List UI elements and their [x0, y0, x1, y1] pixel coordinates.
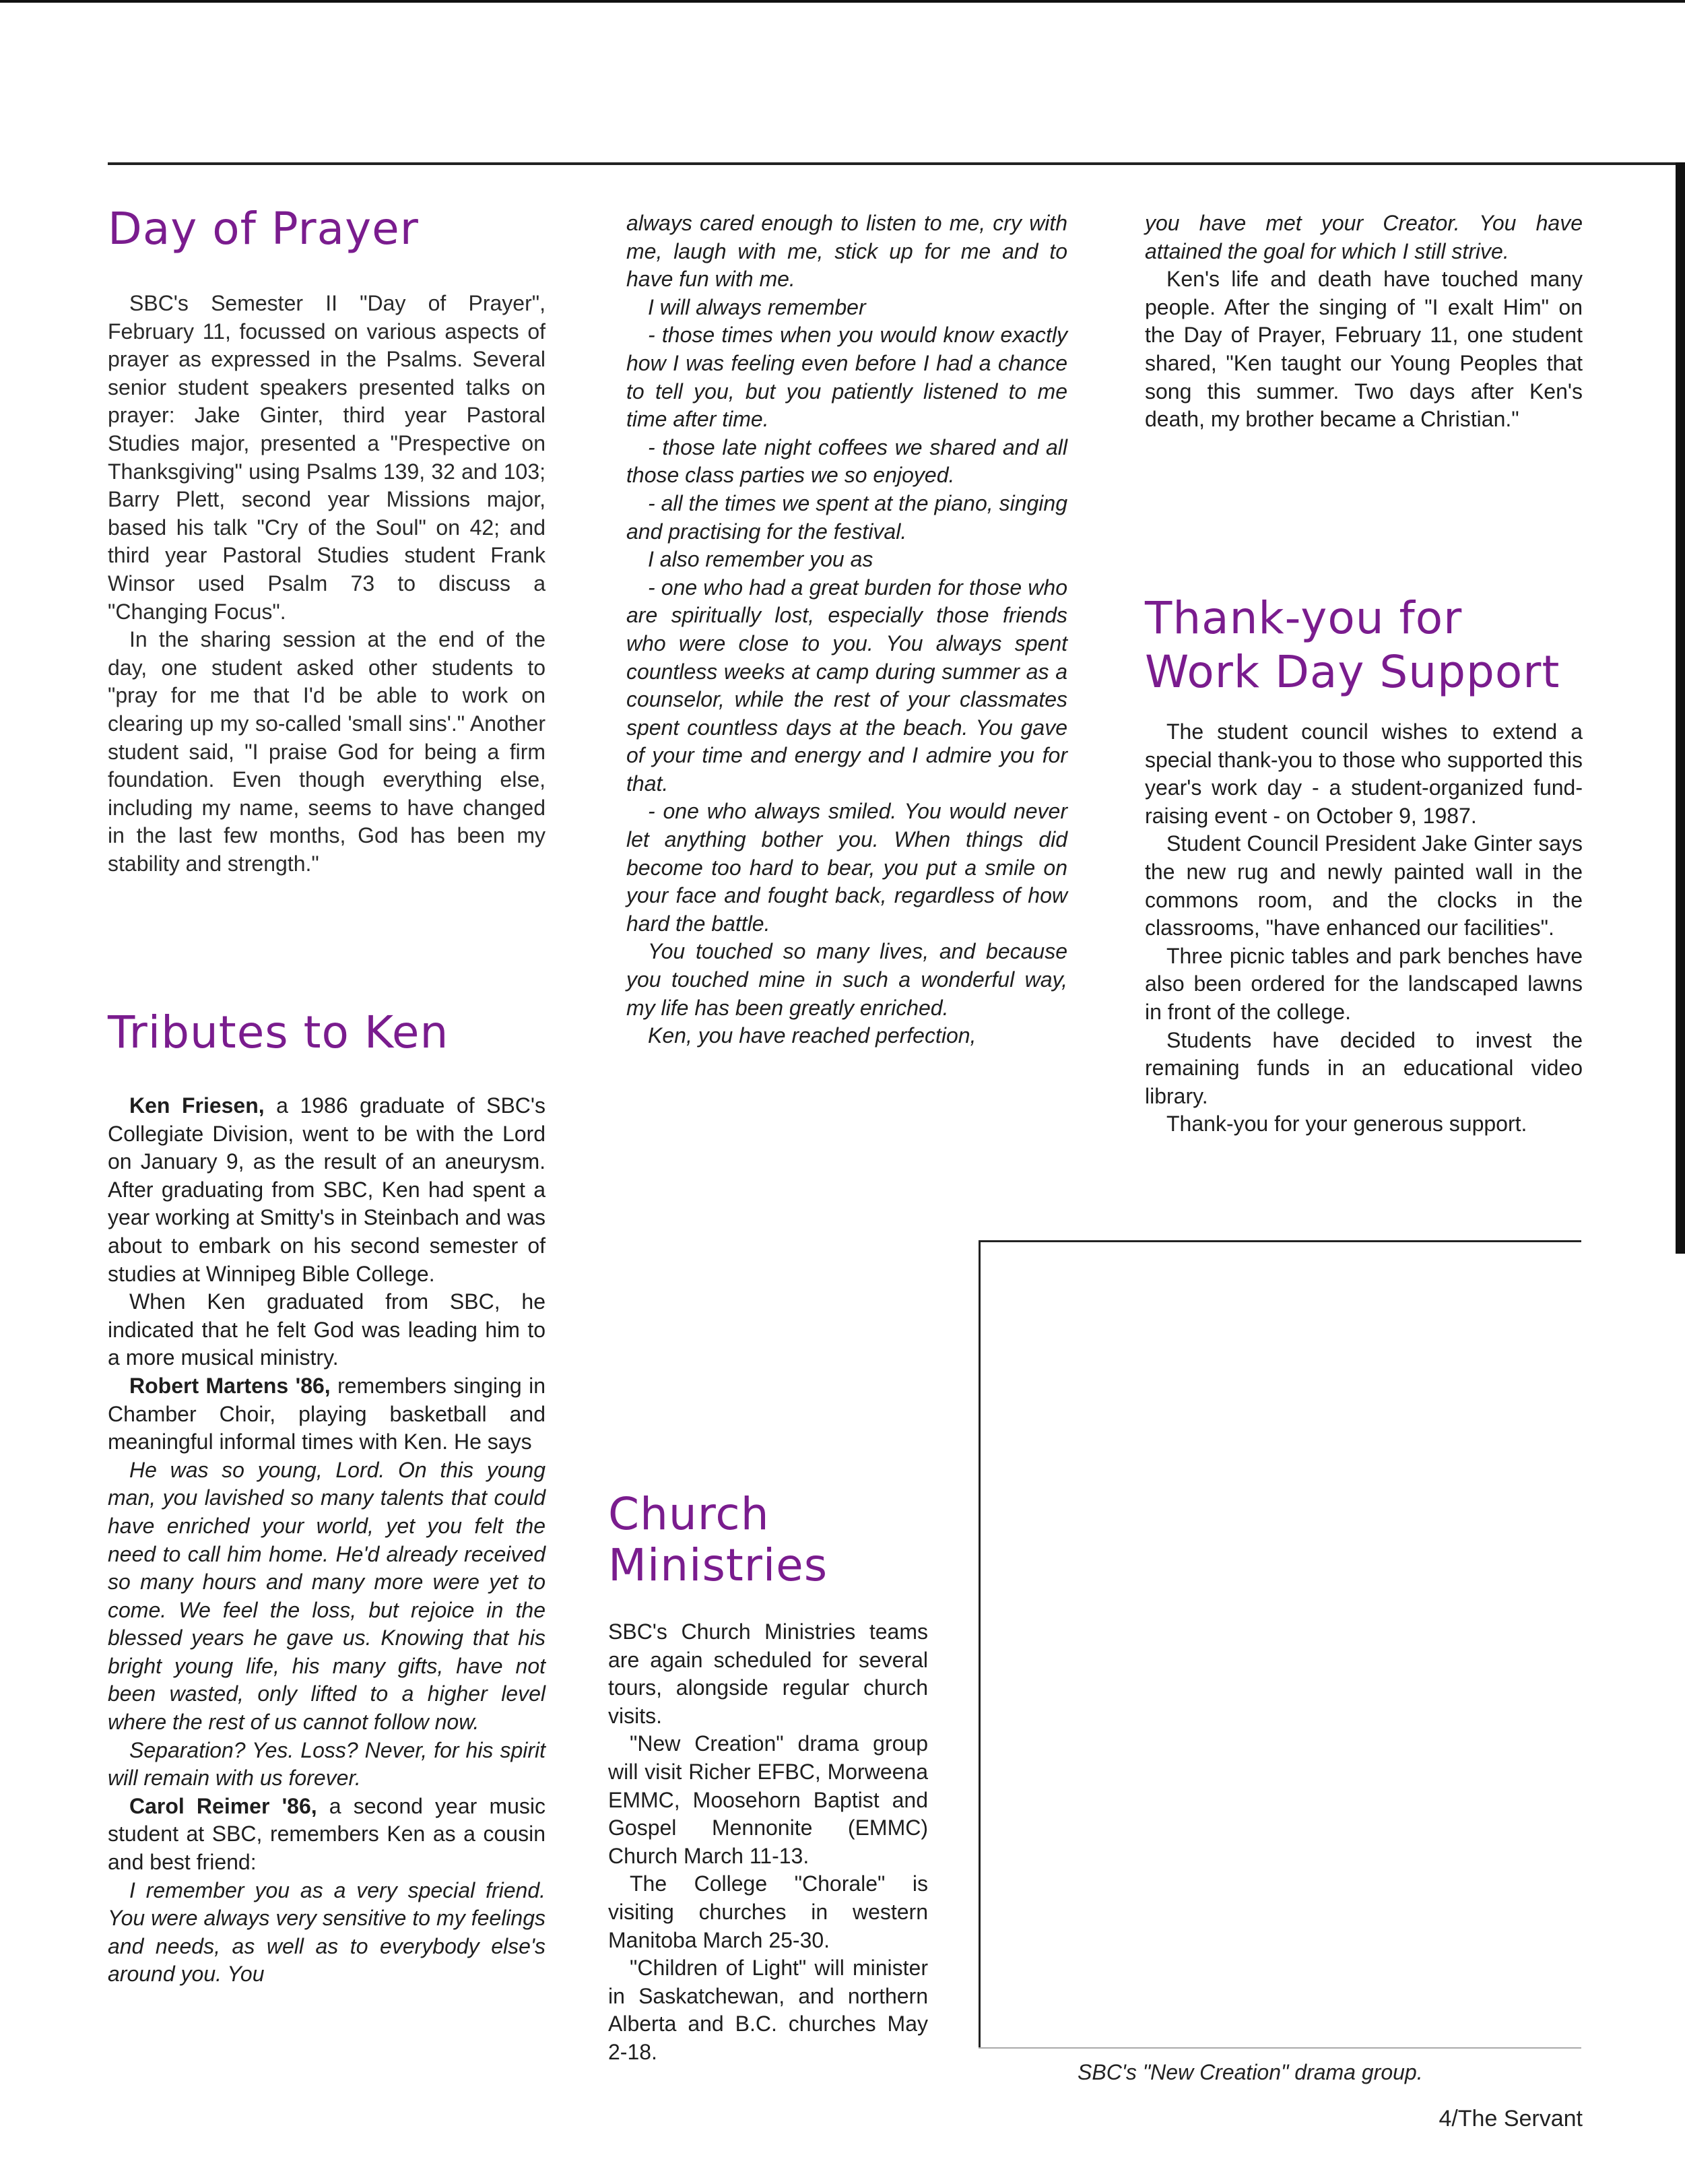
thank-you-article	[1145, 591, 1583, 1138]
tributes-heading: Tributes to Ken	[108, 1006, 449, 1058]
thank-you-heading	[1145, 591, 1583, 699]
tribute-line: I will always remember	[648, 294, 866, 319]
paragraph: SBC's Semester II "Day of Prayer", February 11, focussed on various aspects of prayer as expressed in the Psalms. Several senior student speakers presented talks on prayer: Jake Ginter, third year Pastoral Studies major, presented a "Prespective on Thanksgiving" using Psalms 139, 32 and 103; Barry Plett, second year Missions major, based his talk "Cry of the Soul" on 42; and third year Pastoral Studies student Frank Winsor used Psalm 73 to discuss a "Changing Focus".	[108, 291, 546, 624]
tribute-line: always cared enough to listen to me, cry with me, laugh with me, stick up for me and to have fun with me.	[626, 211, 1067, 292]
tribute-line: - one who had a great burden for those who are spiritually lost, especially those friends who were close to you. You always spent countless weeks at camp during summer as a counselor, while the rest of your classmates spent countless days at the beach. You gave of your time and energy and I admire you for that.	[626, 575, 1067, 796]
day-of-prayer-heading: Day of Prayer	[108, 203, 419, 255]
paragraph: The student council wishes to extend a special thank-you to those who supported this year's work day - a student-organized fund-raising event - on October 9, 1987.	[1145, 719, 1583, 828]
paragraph: Thank-you for your generous support.	[1166, 1112, 1527, 1136]
tribute-line: - one who always smiled. You would never let anything bother you. When things did become too hard to bear, you put a smile on your face and fought back, regardless of how hard the battle.	[626, 799, 1067, 936]
day-of-prayer-article	[108, 202, 546, 878]
tribute-conclusion	[1145, 210, 1583, 434]
paragraph: In the sharing session at the end of the day, one student asked other students to "pray for me that I'd be able to work on clearing up my so-called 'small sins'." Another student said, "I praise God for being a firm foundation. Even though everything else, including my name, seems to have changed in the last few months, God has been my stability and strength."	[108, 627, 546, 876]
paragraph: "Children of Light" will minister in Saskatchewan, and northern Alberta and B.C. churches May 2-18.	[608, 1956, 928, 2064]
page-folio: 4/The Servant	[1439, 2106, 1583, 2131]
photo-caption: SBC's "New Creation" drama group.	[1078, 2060, 1423, 2084]
tribute-line: - all the times we spent at the piano, singing and practising for the festival.	[626, 490, 1067, 544]
heading-line: Work Day Support	[1145, 646, 1560, 698]
photo-bottom-rule	[979, 2047, 1581, 2049]
heading-line: Thank-you for	[1145, 592, 1463, 644]
tribute-continuation-body	[626, 210, 1067, 1050]
tributes-article	[108, 1006, 546, 1989]
poem-paragraph: Separation? Yes. Loss? Never, for his spirit will remain with us forever.	[108, 1737, 546, 1791]
paragraph: "New Creation" drama group will visit Richer EFBC, Morweena EMMC, Moosehorn Baptist and Gospel Mennonite (EMMC) Church March 11-13.	[608, 1731, 928, 1868]
church-ministries-body	[608, 1618, 928, 2067]
paragraph: Student Council President Jake Ginter says the new rug and newly painted wall in the commons room, and the clocks in the classrooms, "have enhanced our facilities".	[1145, 831, 1583, 940]
thank-you-body	[1145, 718, 1583, 1138]
paragraph-text: a 1986 graduate of SBC's Collegiate Division, went to be with the Lord on January 9, as the result of an aneurysm. After graduating from SBC, Ken had spent a year working at Smitty's in Steinbach and was about to embark on his second semester of studies at Winnipeg Bible College.	[108, 1093, 546, 1286]
paragraph: When Ken graduated from SBC, he indicated that he felt God was leading him to a more musical ministry.	[108, 1289, 546, 1370]
paragraph: SBC's Church Ministries teams are again scheduled for several tours, alongside regular church visits.	[608, 1619, 928, 1728]
paragraph	[108, 1092, 546, 1288]
day-of-prayer-body	[108, 290, 546, 878]
paragraph-text: a second year music student at SBC, remembers Ken as a cousin and best friend:	[108, 1793, 546, 1875]
tributes-body	[108, 1092, 546, 1989]
page-right-edge	[1676, 162, 1685, 1254]
tribute-line: I also remember you as	[648, 547, 873, 572]
heading-line: Church	[608, 1488, 770, 1540]
paragraph	[108, 1793, 546, 1877]
church-ministries-article	[608, 1489, 928, 2067]
page-top-edge	[0, 0, 1685, 3]
tribute-line: you have met your Creator. You have attained the goal for which I still strive.	[1145, 211, 1583, 263]
tribute-line: - those late night coffees we shared and all those class parties we so enjoyed.	[626, 435, 1067, 488]
name-robert-martens: Robert Martens '86,	[129, 1373, 331, 1398]
paragraph: Ken's life and death have touched many people. After the singing of "I exalt Him" on the Day of Prayer, February 11, one student shared, "Ken taught our Young Peoples that song this summer. Two days after Ken's death, my brother became a Christian."	[1145, 267, 1583, 432]
header-rule	[108, 162, 1685, 165]
name-ken-friesen: Ken Friesen,	[129, 1093, 265, 1118]
photo-frame	[979, 1240, 1581, 2049]
tribute-continuation	[626, 210, 1067, 1050]
tribute-line: - those times when you would know exactly how I was feeling even before I had a chance to tell you, but you patiently listened to me time after time.	[626, 323, 1067, 432]
poem-paragraph: He was so young, Lord. On this young man, you lavished so many talents that could have enriched your world, yet you felt the need to call him home. He'd already received so many hours and many more were yet to come. We feel the loss, but rejoice in the blessed years he gave us. Knowing that his bright young life, his many gifts, have not been wasted, only lifted to a higher level where the rest of us cannot follow now.	[108, 1457, 546, 1735]
paragraph: Three picnic tables and park benches have also been ordered for the landscaped lawns in front of the college.	[1145, 943, 1583, 1024]
tribute-paragraph: I remember you as a very special friend. You were always very sensitive to my feelings and needs, as well as to everybody else's around you. You	[108, 1877, 546, 1987]
church-ministries-heading	[608, 1489, 928, 1591]
paragraph: Students have decided to invest the remaining funds in an educational video library.	[1145, 1027, 1583, 1108]
heading-line: Ministries	[608, 1539, 828, 1591]
name-carol-reimer: Carol Reimer '86,	[129, 1793, 317, 1818]
paragraph	[108, 1372, 546, 1456]
tribute-line: Ken, you have reached perfection,	[648, 1023, 977, 1048]
tribute-line: You touched so many lives, and because you touched mine in such a wonderful way, my life has been greatly enriched.	[626, 939, 1067, 1020]
paragraph-text: remembers singing in Chamber Choir, playing basketball and meaningful informal times with Ken. He says	[108, 1373, 546, 1454]
tribute-conclusion-body	[1145, 210, 1583, 434]
paragraph: The College "Chorale" is visiting churches in western Manitoba March 25-30.	[608, 1871, 928, 1952]
